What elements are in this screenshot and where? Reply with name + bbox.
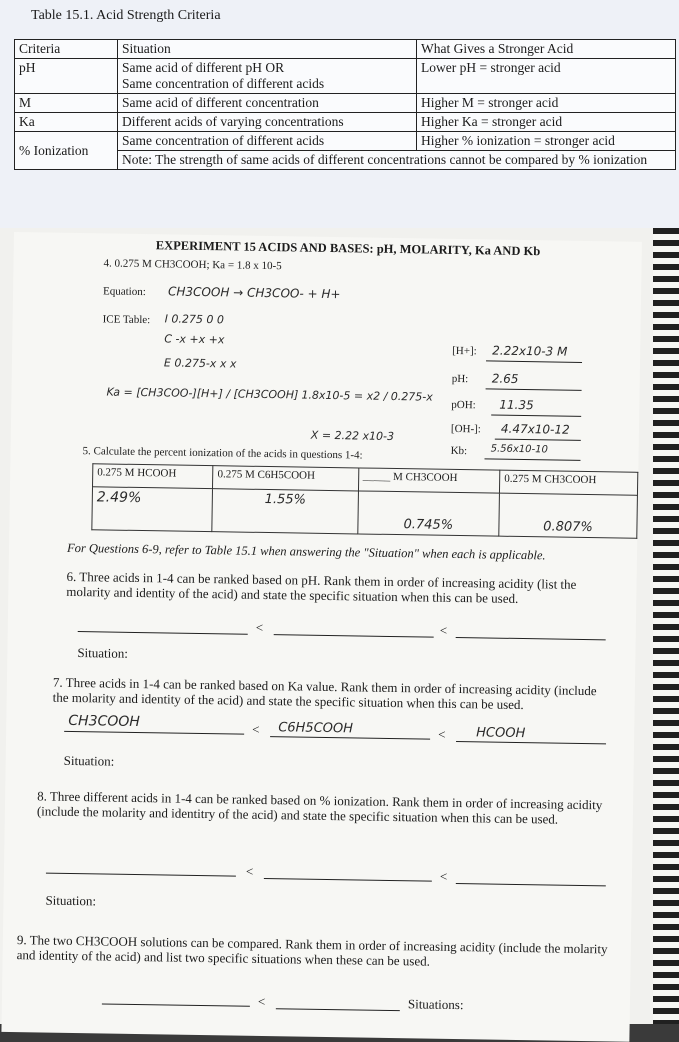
table-row — [15, 94, 676, 113]
question-8: 8. Three different acids in 1-4 can be ranked based on % ionization. Rank them in order of increasing acidity (include the molarity and identitry of the acid) and state the specific situation when this can be used. — [36, 788, 603, 827]
situation-cell: Same concentration of different acids — [118, 132, 417, 151]
q7-answer-1: CH3COOH — [68, 712, 141, 731]
q7-answer-3: HCOOH — [476, 725, 526, 742]
question-9: 9. The two CH3COOH solutions can be compared. Rank them in order of increasing acidity (include the molarity and identity of the acid) and list two specific situations when these can be used. — [16, 932, 608, 969]
poh-label: pOH: — [451, 398, 476, 412]
note-cell: Note: The strength of same acids of different concentrations cannot be compared by % ionization — [118, 151, 676, 170]
situation-label: Situation: — [77, 645, 129, 661]
h-label: [H+]: — [452, 344, 477, 358]
x-value: X = 2.22 x10-3 — [310, 428, 395, 443]
ice-i-row: I 0.275 0 0 — [164, 312, 224, 327]
less-than: < — [439, 622, 448, 638]
kb-label: Kb: — [450, 444, 468, 458]
criteria-cell: Ka — [15, 113, 118, 132]
kb-answer: 5.56x10-10 — [490, 443, 548, 456]
less-than: < — [257, 993, 266, 1010]
answer-line — [78, 631, 248, 635]
table-row — [15, 40, 676, 59]
ph-answer: 2.65 — [491, 371, 519, 386]
oh-answer: 4.47x10-12 — [500, 421, 570, 437]
answer-line — [64, 731, 244, 735]
ice-e-row: E 0.275-x x x — [163, 356, 237, 371]
equation-answer: CH3COOH → CH3COO- + H+ — [167, 284, 341, 302]
table-row — [92, 487, 638, 539]
spiral-binding — [653, 228, 679, 1024]
ice-label: ICE Table: — [102, 313, 151, 327]
pct-value: 2.49% — [92, 487, 213, 532]
pct-value: 1.55% — [212, 489, 358, 534]
pct-header: 0.275 M CH3COOH — [500, 470, 638, 495]
less-than: < — [252, 721, 260, 737]
situation-cell: Same acid of different pH OR Same concentration of different acids — [118, 59, 417, 94]
pct-header: 0.275 M C6H5COOH — [213, 466, 359, 491]
criteria-cell: M — [15, 94, 118, 113]
question-4: 4. 0.275 M CH3COOH; Ka = 1.8 x 10-5 — [103, 257, 282, 273]
table-row — [15, 132, 676, 151]
table-row — [15, 113, 676, 132]
answer-line — [486, 360, 582, 363]
criteria-cell: % Ionization — [15, 132, 118, 170]
answer-line — [46, 873, 236, 877]
question-6: 6. Three acids in 1-4 can be ranked based on pH. Rank them in order of increasing acidity (list the molarity and identity of the acid) and state the specific situation when this can be used. — [66, 568, 577, 606]
result-cell: Higher % ionization = stronger acid — [417, 132, 676, 151]
ice-c-row: C -x +x +x — [164, 332, 225, 347]
pct-value: 0.745% — [357, 491, 499, 536]
poh-answer: 11.35 — [499, 397, 534, 413]
h-answer: 2.22x10-3 M — [492, 343, 568, 359]
header-stronger: What Gives a Stronger Acid — [417, 40, 676, 59]
result-cell: Higher M = stronger acid — [417, 94, 676, 113]
ph-label: pH: — [451, 372, 469, 386]
ka-expression: Ka = [CH3COO-][H+] / [CH3COOH] — [106, 385, 299, 402]
answer-line — [456, 637, 606, 640]
situations-label: Situations: — [407, 996, 464, 1013]
acid-strength-table — [14, 39, 676, 170]
situation-cell: Same acid of different concentration — [118, 94, 417, 113]
worksheet-page — [1, 232, 641, 1042]
less-than: < — [439, 868, 448, 884]
header-criteria: Criteria — [15, 40, 118, 59]
oh-label: [OH-]: — [450, 422, 481, 436]
answer-line — [274, 634, 434, 638]
equation-label: Equation: — [102, 285, 146, 299]
answer-line — [495, 439, 581, 441]
less-than: < — [255, 619, 264, 635]
answer-line — [491, 415, 581, 417]
percent-ionization-table — [91, 463, 638, 539]
question-7: 7. Three acids in 1-4 can be ranked based on Ka value. Rank them in order of increasing acidity (include the molarity and identity of the acid) and state the specific situation when this can be used. — [52, 674, 597, 713]
less-than: < — [245, 863, 254, 879]
answer-line — [456, 883, 606, 886]
criteria-cell: pH — [15, 59, 118, 94]
question-5: 5. Calculate the percent ionization of the acids in questions 1-4: — [82, 445, 363, 462]
pct-header: _____ M CH3COOH — [358, 468, 500, 493]
answer-line — [456, 741, 606, 744]
experiment-header: EXPERIMENT 15 ACIDS AND BASES: pH, MOLARITY, Ka AND Kb — [155, 238, 541, 259]
header-situation: Situation — [118, 40, 417, 59]
pct-header: 0.275 M HCOOH — [93, 464, 214, 489]
answer-line — [264, 878, 432, 882]
answer-line — [486, 388, 582, 391]
result-cell: Lower pH = stronger acid — [417, 59, 676, 94]
q7-answer-2: C6H5COOH — [278, 720, 354, 737]
answer-line — [102, 1003, 250, 1006]
ka-calculation: 1.8x10-5 = x2 / 0.275-x — [301, 388, 433, 404]
table-scan — [0, 0, 679, 228]
less-than: < — [438, 726, 446, 742]
answer-line — [270, 736, 430, 740]
situation-label: Situation: — [45, 892, 97, 909]
questions-intro: For Questions 6-9, refer to Table 15.1 when answering the "Situation" when each is applicable. — [66, 540, 546, 563]
answer-line — [276, 1008, 400, 1011]
answer-line — [484, 458, 580, 461]
situation-label: Situation: — [63, 752, 115, 769]
situation-cell: Different acids of varying concentrations — [118, 113, 417, 132]
table-title: Table 15.1. Acid Strength Criteria — [31, 8, 221, 23]
pct-value: 0.807% — [499, 493, 637, 538]
result-cell: Higher Ka = stronger acid — [417, 113, 676, 132]
table-row — [15, 59, 676, 94]
